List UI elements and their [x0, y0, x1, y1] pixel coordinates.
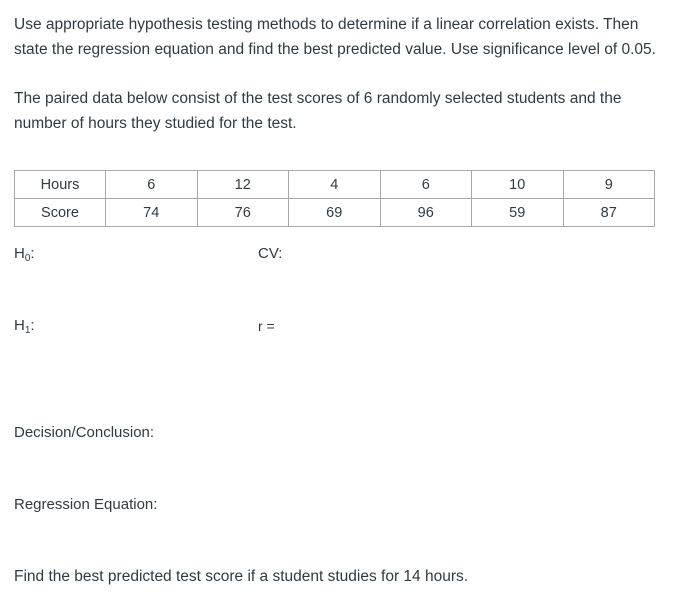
null-hypothesis-label	[14, 244, 35, 269]
table-cell: 9	[563, 171, 655, 199]
row-header-score: Score	[15, 199, 106, 227]
table-cell: 74	[106, 199, 198, 227]
table-cell: 69	[289, 199, 381, 227]
h1-colon: :	[30, 317, 35, 334]
h1-letter: H	[14, 317, 25, 334]
correlation-coefficient-label: r =	[258, 318, 275, 334]
row-header-hours: Hours	[15, 171, 106, 199]
table-cell: 12	[197, 171, 289, 199]
h0-colon: :	[30, 245, 35, 262]
table-cell: 10	[472, 171, 564, 199]
table-cell: 76	[197, 199, 289, 227]
table-cell: 6	[106, 171, 198, 199]
h1-subscript: 1	[24, 325, 31, 336]
paired-data-table	[14, 170, 655, 227]
decision-conclusion-label: Decision/Conclusion:	[14, 424, 155, 441]
regression-equation-label: Regression Equation:	[14, 496, 158, 513]
problem-instructions: Use appropriate hypothesis testing methods to determine if a linear correlation exists. Then state the regression equation and find the best predicted value. Use significance level of 0.05.	[14, 16, 656, 58]
table-row-score	[15, 199, 655, 227]
table-cell: 96	[380, 199, 472, 227]
table-cell: 4	[289, 171, 381, 199]
table-row-hours	[15, 171, 655, 199]
table-cell: 87	[563, 199, 655, 227]
h0-letter: H	[14, 245, 25, 262]
data-description: The paired data below consist of the test scores of 6 randomly selected students and the number of hours they studied for the test.	[14, 90, 622, 132]
prediction-question: Find the best predicted test score if a student studies for 14 hours.	[14, 568, 469, 585]
table-cell: 6	[380, 171, 472, 199]
h0-subscript: 0	[24, 253, 31, 264]
critical-value-label: CV:	[258, 245, 283, 262]
table-cell: 59	[472, 199, 564, 227]
alternative-hypothesis-label	[14, 316, 35, 341]
